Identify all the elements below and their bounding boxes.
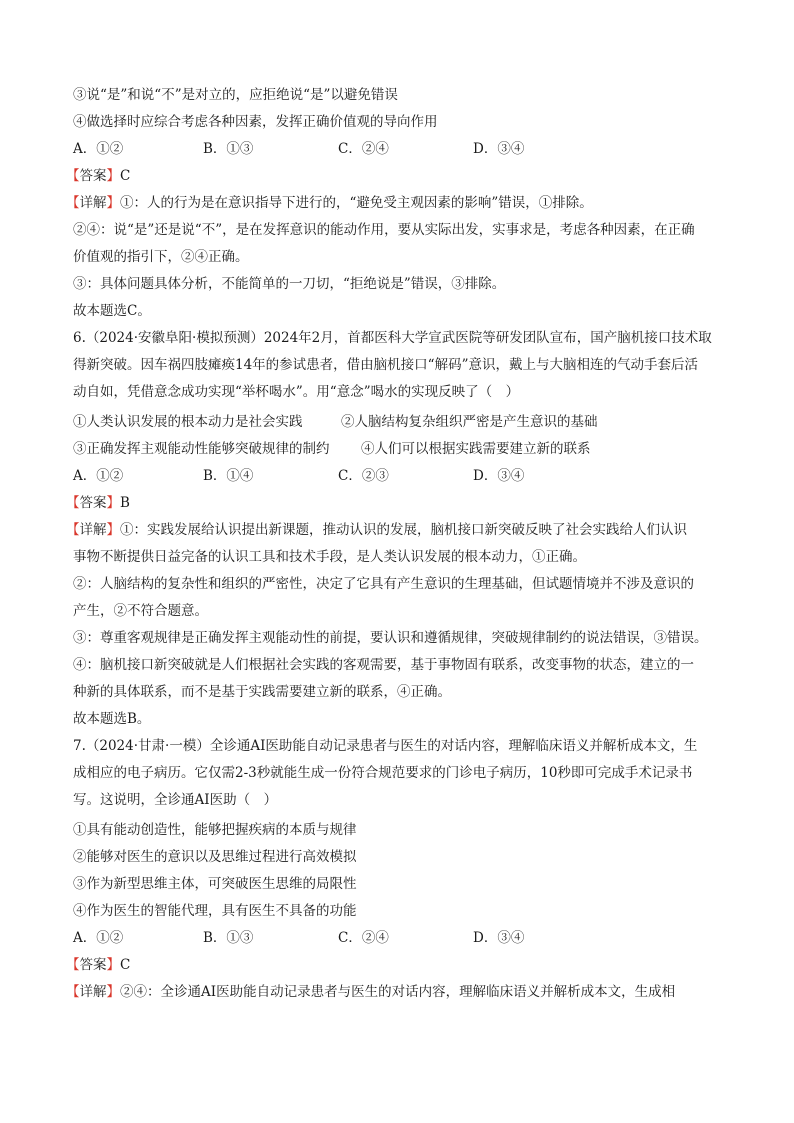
option-c: C．②③ <box>338 468 389 484</box>
text-line: ②④：说“是”还是说“不”，是在发挥意识的能动作用，要从实际出发，实事求是，考虑各种因素，在正确 <box>73 222 695 238</box>
bracket-left: 【 <box>66 495 80 511</box>
bracket-right: 】 <box>106 957 120 973</box>
bracket-right: 】 <box>106 168 120 184</box>
text-line: 故本题选B。 <box>73 711 151 727</box>
bracket-right: 】 <box>106 522 120 538</box>
option-c: C．②④ <box>338 141 389 157</box>
option-c: C．②④ <box>338 930 389 946</box>
text-line: 得新突破。因车祸四肢瘫痪14年的参试患者，借由脑机接口“解码”意识，戴上与大脑相连的气动手套后活 <box>73 357 698 373</box>
text-line: 故本题选C。 <box>73 303 151 319</box>
text-line: ④做选择时应综合考虑各种因素，发挥正确价值观的导向作用 <box>73 114 438 130</box>
section-tag: 详解 <box>79 522 107 538</box>
text-line: ②能够对医生的意识以及思维过程进行高效模拟 <box>73 849 357 865</box>
option-b: B．①③ <box>203 141 254 157</box>
text-line: 种新的具体联系，而不是基于实践需要建立新的联系，④正确。 <box>73 684 451 700</box>
section-tag: 详解 <box>79 984 107 1000</box>
section-body: ①：实践发展给认识提出新课题，推动认识的发展，脑机接口新突破反映了社会实践给人们认识 <box>120 522 687 538</box>
bracket-right: 】 <box>106 984 120 1000</box>
option-d: D．③④ <box>473 141 525 157</box>
text-line: ③：尊重客观规律是正确发挥主观能动性的前提，要认识和遵循规律，突破规律制约的说法错误，③错误。 <box>73 630 708 646</box>
answer-line <box>66 493 716 513</box>
explanation-line <box>66 520 716 540</box>
section-tag: 答案 <box>79 957 107 973</box>
section-body: C <box>120 957 131 973</box>
text-line: 事物不断提供日益完备的认识工具和技术手段，是人类认识发展的根本动力，①正确。 <box>73 549 586 565</box>
explanation-line <box>66 982 716 1002</box>
section-body: ②④：全诊通AI医助能自动记录患者与医生的对话内容，理解临床语义并解析成本文，生成相 <box>120 984 676 1000</box>
option-a: A．①② <box>73 468 124 484</box>
bracket-left: 【 <box>66 195 80 211</box>
option-b: B．①④ <box>203 468 254 484</box>
text-line: 产生，②不符合题意。 <box>73 603 208 619</box>
option-b: B．①③ <box>203 930 254 946</box>
bracket-left: 【 <box>66 522 80 538</box>
statement: ②人脑结构复杂组织严密是产生意识的基础 <box>341 414 598 430</box>
bracket-left: 【 <box>66 168 80 184</box>
section-tag: 答案 <box>79 495 107 511</box>
section-body: ①：人的行为是在意识指导下进行的，“避免受主观因素的影响”错误，①排除。 <box>120 195 593 211</box>
text-line: 7.（2024·甘肃·一模）全诊通AI医助能自动记录患者与医生的对话内容，理解临床语义并解析成本文，生 <box>73 738 698 754</box>
text-line: 写。这说明，全诊通AI医助（ ） <box>73 792 278 808</box>
bracket-left: 【 <box>66 984 80 1000</box>
statement: ④人们可以根据实践需要建立新的联系 <box>361 441 591 457</box>
text-line: ④作为医生的智能代理，具有医生不具备的功能 <box>73 903 357 919</box>
section-tag: 详解 <box>79 195 107 211</box>
text-line: ①具有能动创造性，能够把握疾病的本质与规律 <box>73 822 357 838</box>
text-line: ②：人脑结构的复杂性和组织的严密性，决定了它具有产生意识的生理基础，但试题情境并不涉及意识的 <box>73 576 694 592</box>
option-a: A．①② <box>73 141 124 157</box>
section-body: C <box>120 168 131 184</box>
statement: ①人类认识发展的根本动力是社会实践 <box>73 414 303 430</box>
statement: ③正确发挥主观能动性能够突破规律的制约 <box>73 441 330 457</box>
option-d: D．③④ <box>473 468 525 484</box>
section-tag: 答案 <box>79 168 107 184</box>
explanation-line <box>66 193 716 213</box>
text-line: 6.（2024·安徽阜阳·模拟预测）2024年2月，首都医科大学宣武医院等研发团队宣布，国产脑机接口技术取 <box>73 330 712 346</box>
answer-line <box>66 166 716 186</box>
section-body: B <box>120 495 130 511</box>
text-line: ③作为新型思维主体，可突破医生思维的局限性 <box>73 876 357 892</box>
text-line: ③说“是”和说“不”是对立的，应拒绝说“是”以避免错误 <box>73 87 398 103</box>
text-line: 动自如，凭借意念成功实现“举杯喝水”。用“意念”喝水的实现反映了（ ） <box>73 384 520 400</box>
bracket-right: 】 <box>106 195 120 211</box>
option-a: A．①② <box>73 930 124 946</box>
bracket-left: 【 <box>66 957 80 973</box>
answer-line <box>66 955 716 975</box>
text-line: 成相应的电子病历。它仅需2-3秒就能生成一份符合规范要求的门诊电子病历，10秒即可完成手术记录书 <box>73 765 693 781</box>
text-line: ③：具体问题具体分析，不能简单的一刀切，“拒绝说是”错误，③排除。 <box>73 276 506 292</box>
text-line: 价值观的指引下，②④正确。 <box>73 249 249 265</box>
text-line: ④：脑机接口新突破就是人们根据社会实践的客观需要，基于事物固有联系，改变事物的状态，建立的一 <box>73 657 694 673</box>
bracket-right: 】 <box>106 495 120 511</box>
option-d: D．③④ <box>473 930 525 946</box>
